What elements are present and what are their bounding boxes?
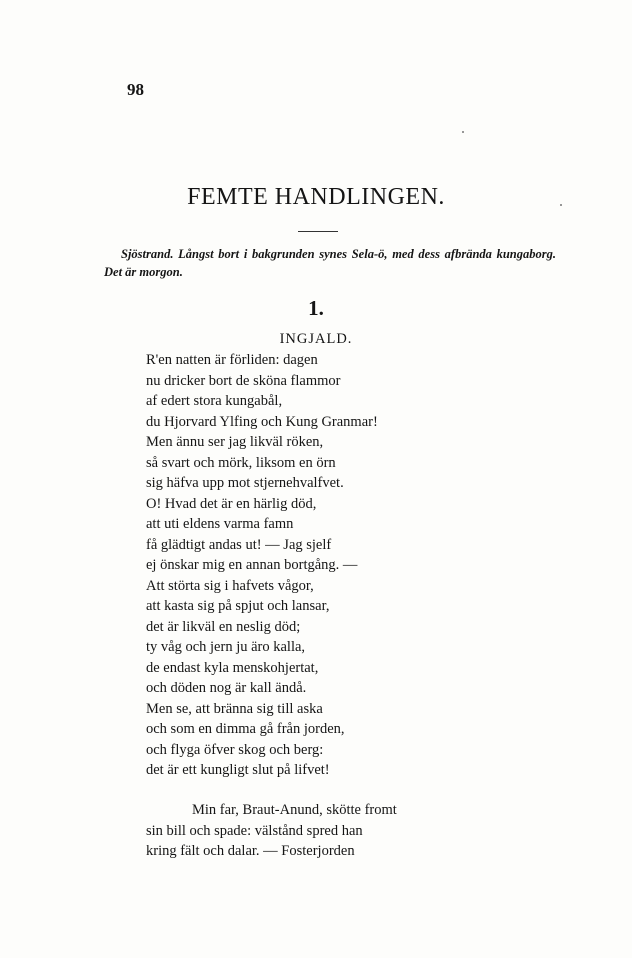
verse-line: Men se, att bränna sig till aska	[146, 700, 323, 717]
verse-line: Min far, Braut-Anund, skötte fromt	[192, 802, 397, 818]
verse-block	[146, 350, 476, 781]
paper-speck	[462, 131, 464, 133]
verse-line: det är ett kungligt slut på lifvet!	[146, 762, 330, 778]
act-title: FEMTE HANDLINGEN.	[187, 184, 445, 210]
verse-line: och flyga öfver skog och berg:	[146, 741, 324, 758]
verse-line: Men ännu ser jag likväl röken,	[146, 434, 324, 450]
verse-line: Att störta sig i hafvets vågor,	[146, 577, 314, 594]
verse-line: kring fält och dalar. — Fosterjorden	[146, 843, 355, 859]
speaker-name: INGJALD.	[279, 331, 353, 347]
verse-line: att uti eldens varma famn	[146, 516, 294, 532]
verse-line: ej önskar mig en annan bortgång. —	[146, 557, 358, 573]
scene-number: 1.	[308, 296, 324, 320]
verse-line: få glädtigt andas ut! — Jag sjelf	[146, 536, 332, 553]
verse-line: de endast kyla menskohjertat,	[146, 659, 319, 676]
verse-line: att kasta sig på spjut och lansar,	[146, 598, 330, 614]
title-divider	[298, 231, 338, 232]
verse-block-2	[146, 800, 476, 862]
verse-line: du Hjorvard Ylfing och Kung Granmar!	[146, 413, 378, 430]
verse-line: så svart och mörk, liksom en örn	[146, 454, 336, 471]
verse-line: ty våg och jern ju äro kalla,	[146, 639, 306, 655]
verse-line: sig häfva upp mot stjernehvalfvet.	[146, 475, 344, 491]
verse-line: och döden nog är kall ändå.	[146, 680, 307, 696]
stage-direction: Sjöstrand. Långst bort i bakgrunden synes Sela-ö, med dess afbrända kungaborg. Det är morgon.	[104, 247, 556, 279]
page-number: 98	[127, 80, 144, 99]
verse-line: nu dricker bort de sköna flammor	[146, 372, 341, 389]
verse-line: R'en natten är förliden: dagen	[146, 352, 318, 368]
verse-line: af edert stora kungabål,	[146, 393, 283, 409]
verse-line: O! Hvad det är en härlig död,	[146, 495, 317, 512]
verse-line: och som en dimma gå från jorden,	[146, 721, 345, 737]
paper-speck	[560, 204, 562, 206]
verse-line: sin bill och spade: välstånd spred han	[146, 822, 363, 839]
verse-line: det är likväl en neslig död;	[146, 618, 301, 635]
